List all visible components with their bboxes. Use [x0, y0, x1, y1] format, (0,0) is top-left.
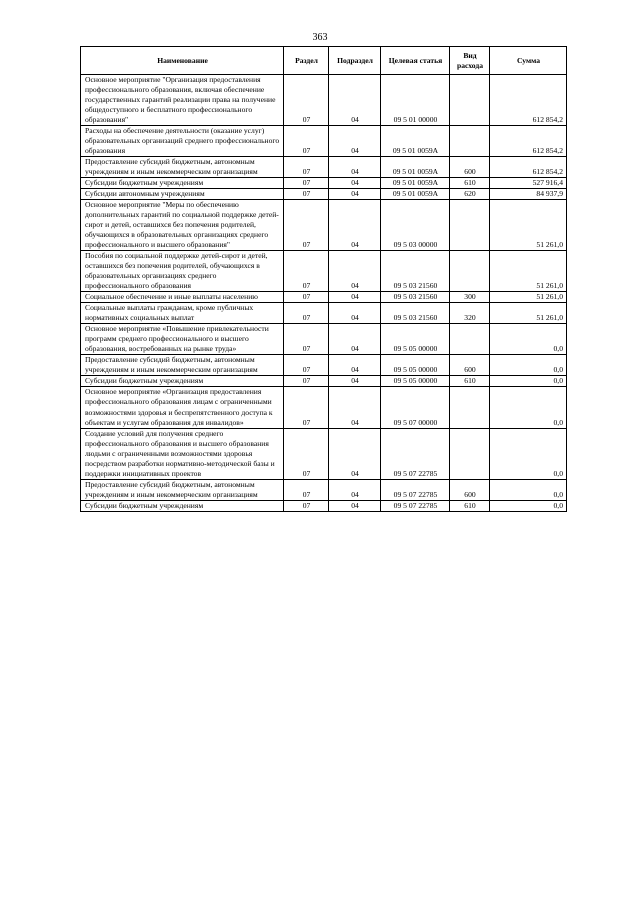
cell-expense-type [450, 387, 490, 428]
cell-target: 09 5 03 21560 [381, 251, 450, 292]
cell-target: 09 5 03 00000 [381, 200, 450, 251]
cell-expense-type [450, 428, 490, 479]
cell-section: 07 [284, 157, 329, 178]
header-target: Целевая статья [381, 47, 450, 75]
cell-subsection: 04 [329, 479, 381, 500]
table-row [81, 178, 567, 189]
cell-amount: 84 937,9 [490, 189, 567, 200]
cell-subsection: 04 [329, 292, 381, 303]
cell-subsection: 04 [329, 200, 381, 251]
cell-section: 07 [284, 324, 329, 355]
cell-name: Расходы на обеспечение деятельности (оказание услуг) образовательных организаций среднего профессионального образования [81, 126, 284, 157]
table-row [81, 428, 567, 479]
table-row [81, 376, 567, 387]
cell-name: Основное мероприятие «Организация предоставления профессионального образования лицам с ограниченными возможностями здоровья и беспрепятственного доступа к объектам и услугам образования для инвалидов» [81, 387, 284, 428]
cell-subsection: 04 [329, 355, 381, 376]
cell-target: 09 5 01 0059А [381, 126, 450, 157]
header-expense-type: Вид расхода [450, 47, 490, 75]
cell-target: 09 5 05 00000 [381, 376, 450, 387]
table-row [81, 324, 567, 355]
cell-target: 09 5 07 22785 [381, 500, 450, 511]
cell-name: Пособия по социальной поддержке детей-сирот и детей, оставшихся без попечения родителей, обучающихся в образовательных организациях среднего профессионального образования [81, 251, 284, 292]
cell-amount: 0,0 [490, 387, 567, 428]
cell-name: Предоставление субсидий бюджетным, автономным учреждениям и иным некоммерческим организациям [81, 479, 284, 500]
cell-section: 07 [284, 75, 329, 126]
table-body [81, 75, 567, 512]
table-row [81, 479, 567, 500]
table-row [81, 200, 567, 251]
cell-amount: 612 854,2 [490, 157, 567, 178]
cell-amount: 527 916,4 [490, 178, 567, 189]
cell-target: 09 5 03 21560 [381, 303, 450, 324]
cell-expense-type [450, 75, 490, 126]
cell-expense-type: 610 [450, 376, 490, 387]
cell-subsection: 04 [329, 189, 381, 200]
cell-amount: 51 261,0 [490, 292, 567, 303]
cell-name: Основное мероприятие «Повышение привлекательности программ среднего профессионального и высшего образования, востребованных на рынке труда» [81, 324, 284, 355]
cell-section: 07 [284, 251, 329, 292]
cell-target: 09 5 05 00000 [381, 355, 450, 376]
table-row [81, 500, 567, 511]
cell-amount: 51 261,0 [490, 303, 567, 324]
header-name: Наименование [81, 47, 284, 75]
cell-section: 07 [284, 479, 329, 500]
cell-expense-type: 600 [450, 479, 490, 500]
cell-name: Создание условий для получения среднего профессионального образования и высшего образования людьми с ограниченными возможностями здоровья посредством разработки нормативно-методической базы и поддержки инициативных проектов [81, 428, 284, 479]
cell-expense-type: 600 [450, 355, 490, 376]
cell-expense-type: 320 [450, 303, 490, 324]
cell-amount: 0,0 [490, 355, 567, 376]
cell-target: 09 5 01 0059А [381, 157, 450, 178]
cell-target: 09 5 07 22785 [381, 428, 450, 479]
cell-expense-type [450, 200, 490, 251]
cell-name: Предоставление субсидий бюджетным, автономным учреждениям и иным некоммерческим организациям [81, 157, 284, 178]
cell-amount: 0,0 [490, 479, 567, 500]
cell-name: Предоставление субсидий бюджетным, автономным учреждениям и иным некоммерческим организациям [81, 355, 284, 376]
cell-expense-type: 610 [450, 178, 490, 189]
cell-subsection: 04 [329, 251, 381, 292]
cell-section: 07 [284, 355, 329, 376]
cell-amount: 612 854,2 [490, 75, 567, 126]
cell-target: 09 5 03 21560 [381, 292, 450, 303]
cell-name: Субсидии автономным учреждениям [81, 189, 284, 200]
cell-amount: 0,0 [490, 324, 567, 355]
cell-name: Субсидии бюджетным учреждениям [81, 376, 284, 387]
cell-section: 07 [284, 200, 329, 251]
cell-name: Социальное обеспечение и иные выплаты населению [81, 292, 284, 303]
cell-amount: 51 261,0 [490, 251, 567, 292]
cell-subsection: 04 [329, 126, 381, 157]
table-row [81, 387, 567, 428]
table-row [81, 157, 567, 178]
cell-target: 09 5 07 22785 [381, 479, 450, 500]
cell-expense-type: 620 [450, 189, 490, 200]
cell-section: 07 [284, 178, 329, 189]
cell-name: Социальные выплаты гражданам, кроме публичных нормативных социальных выплат [81, 303, 284, 324]
cell-subsection: 04 [329, 500, 381, 511]
cell-subsection: 04 [329, 387, 381, 428]
cell-amount: 0,0 [490, 376, 567, 387]
cell-amount: 612 854,2 [490, 126, 567, 157]
cell-section: 07 [284, 500, 329, 511]
cell-target: 09 5 01 0059А [381, 178, 450, 189]
table-header-row [81, 47, 567, 75]
cell-section: 07 [284, 428, 329, 479]
header-section: Раздел [284, 47, 329, 75]
cell-name: Субсидии бюджетным учреждениям [81, 500, 284, 511]
cell-target: 09 5 01 00000 [381, 75, 450, 126]
table-row [81, 303, 567, 324]
cell-subsection: 04 [329, 324, 381, 355]
cell-expense-type [450, 126, 490, 157]
cell-expense-type [450, 251, 490, 292]
cell-subsection: 04 [329, 75, 381, 126]
cell-section: 07 [284, 126, 329, 157]
cell-expense-type [450, 324, 490, 355]
cell-expense-type: 600 [450, 157, 490, 178]
header-subsection: Подраздел [329, 47, 381, 75]
table-row [81, 126, 567, 157]
cell-section: 07 [284, 303, 329, 324]
cell-section: 07 [284, 387, 329, 428]
cell-amount: 51 261,0 [490, 200, 567, 251]
table-row [81, 251, 567, 292]
cell-target: 09 5 05 00000 [381, 324, 450, 355]
table-row [81, 355, 567, 376]
cell-expense-type: 610 [450, 500, 490, 511]
table-row [81, 75, 567, 126]
cell-subsection: 04 [329, 428, 381, 479]
cell-target: 09 5 07 00000 [381, 387, 450, 428]
header-amount: Сумма [490, 47, 567, 75]
budget-table [80, 46, 567, 512]
cell-target: 09 5 01 0059А [381, 189, 450, 200]
cell-section: 07 [284, 292, 329, 303]
cell-subsection: 04 [329, 178, 381, 189]
cell-name: Основное мероприятие "Организация предоставления профессионального образования, включая обеспечение государственных гарантий реализации права на получение общедоступного и бесплатного профессионального образования" [81, 75, 284, 126]
cell-subsection: 04 [329, 157, 381, 178]
cell-name: Субсидии бюджетным учреждениям [81, 178, 284, 189]
table-row [81, 292, 567, 303]
cell-subsection: 04 [329, 376, 381, 387]
table-row [81, 189, 567, 200]
cell-amount: 0,0 [490, 500, 567, 511]
cell-subsection: 04 [329, 303, 381, 324]
cell-section: 07 [284, 189, 329, 200]
cell-expense-type: 300 [450, 292, 490, 303]
cell-section: 07 [284, 376, 329, 387]
cell-name: Основное мероприятие "Меры по обеспечению дополнительных гарантий по социальной поддержке детей-сирот и детей, оставшихся без попечения родителей, обучающихся в образовательных организациях среднего профессионального и высшего образования" [81, 200, 284, 251]
page-number: 363 [312, 32, 328, 43]
cell-amount: 0,0 [490, 428, 567, 479]
